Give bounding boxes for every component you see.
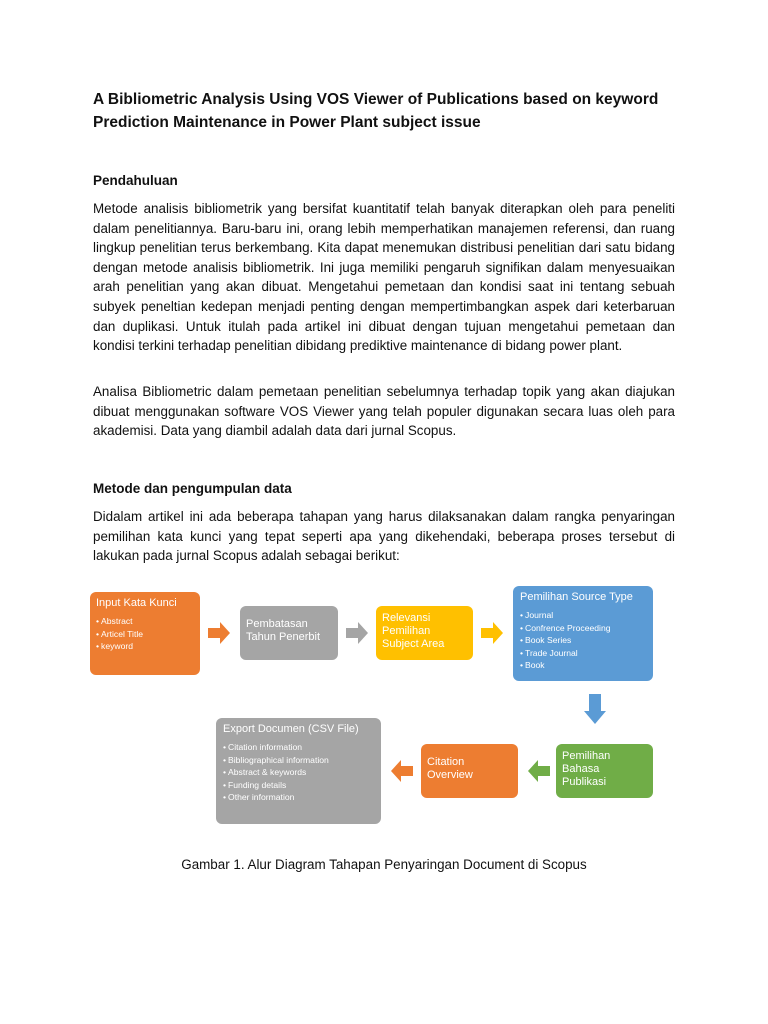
box-title: Pemilihan Source Type (520, 591, 633, 603)
box-text-line: Relevansi (382, 612, 431, 624)
left-arrow-icon (526, 760, 550, 782)
section-heading-metode: Metode dan pengumpulan data (93, 481, 292, 496)
box-export-documen (216, 718, 381, 824)
box-text-line: Overview (427, 769, 473, 781)
box-relevansi-subject-area (376, 606, 473, 660)
box-title: Input Kata Kunci (96, 597, 177, 609)
right-arrow-icon (481, 622, 505, 644)
list-item: • Funding details (223, 779, 374, 792)
list-item: • Book (520, 659, 646, 672)
box-text-line: Pemilihan (382, 625, 431, 637)
list-item: • Other information (223, 791, 374, 804)
box-text-line: Pemilihan (562, 750, 611, 762)
box-pembatasan-tahun (240, 606, 338, 660)
box-input-kata-kunci (90, 592, 200, 675)
box-text-line: Bahasa (562, 763, 600, 775)
box-text-line: Tahun Penerbit (246, 631, 320, 643)
box-list (96, 615, 194, 653)
figure-caption: Gambar 1. Alur Diagram Tahapan Penyaringan Document di Scopus (181, 857, 587, 872)
box-citation-overview (421, 744, 518, 798)
paragraph-metode-1: Didalam artikel ini ada beberapa tahapan yang harus dilaksanakan dalam rangka penyaringan pemilihan kata kunci yang tepat seperti apa yang dikehendaki, beberapa proses tersebut di lakukan pada jurnal Scopus adalah sebagai berikut: (93, 509, 675, 564)
box-pemilihan-bahasa (556, 744, 653, 798)
list-item: • Trade Journal (520, 647, 646, 660)
list-item: • Confrence Proceeding (520, 622, 646, 635)
box-list (223, 741, 374, 804)
list-item: • Abstract & keywords (223, 766, 374, 779)
box-title: Export Documen (CSV File) (223, 723, 359, 735)
left-arrow-icon (389, 760, 413, 782)
list-item: • Abstract (96, 615, 194, 628)
list-item: • Book Series (520, 634, 646, 647)
down-arrow-icon (584, 694, 606, 724)
list-item: • Citation information (223, 741, 374, 754)
right-arrow-icon (208, 622, 232, 644)
section-heading-pendahuluan: Pendahuluan (93, 173, 178, 188)
list-item: • Journal (520, 609, 646, 622)
box-list (520, 609, 646, 672)
list-item: • keyword (96, 640, 194, 653)
right-arrow-icon (346, 622, 370, 644)
box-text-line: Pembatasan (246, 618, 308, 630)
paragraph-pendahuluan-2: Analisa Bibliometric dalam pemetaan penelitian sebelumnya terhadap topik yang akan diajukan dibuat menggunakan software VOS Viewer yang telah populer digunakan secara luas oleh para akademisi. Data yang diambil adalah data dari jurnal Scopus. (93, 384, 675, 439)
box-pemilihan-source-type (513, 586, 653, 681)
box-text-line: Publikasi (562, 776, 607, 788)
document-title: A Bibliometric Analysis Using VOS Viewer of Publications based on keyword Prediction Maintenance in Power Plant subject issue (93, 91, 659, 131)
list-item: • Articel Title (96, 628, 194, 641)
list-item: • Bibliographical information (223, 754, 374, 767)
box-text-line: Citation (427, 756, 465, 768)
box-text-line: Subject Area (382, 638, 445, 650)
paragraph-pendahuluan-1: Metode analisis bibliometrik yang bersifat kuantitatif telah banyak diterapkan oleh para peneliti dalam penelitiannya. Baru-baru ini, orang lebih memperhatikan manajemen referensi, dan ruang lingkup penelitian terus berkembang. Kita dapat menemukan distribusi penelitian dari satu bidang dengan metode analisis bibliometrik. Ini juga memiliki pengaruh signifikan dalam menyesuaikan arah penelitian yang akan dibuat. Mengetahui pemetaan dan kondisi saat ini tentang sebuah subyek peneltian kedepan menjadi penting dengan mempertimbangkan aspek dari keterbaruan dan duplikasi. Untuk itulah pada artikel ini dibuat dengan tujuan mengetahui pemetaan dan kondisi terkini terhadap penelitian dibidang prediktive maintenance di bidang power plant. (93, 201, 675, 354)
